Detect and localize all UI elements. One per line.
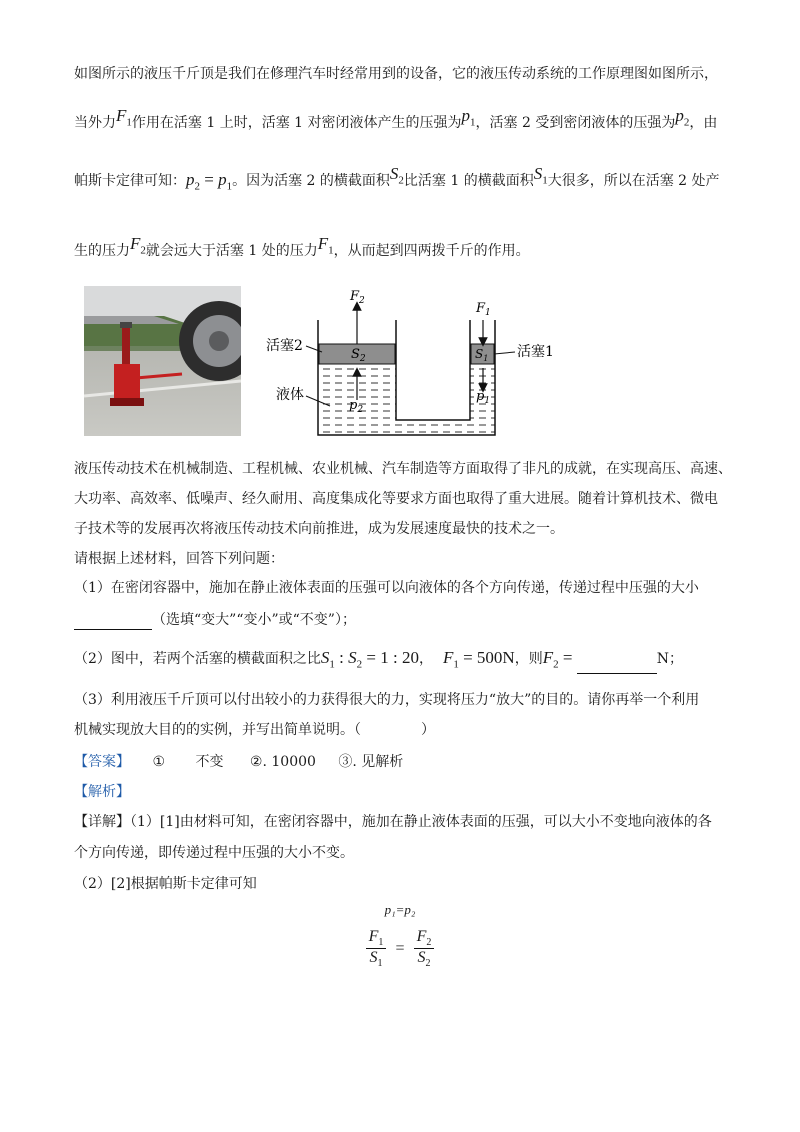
question-3-line-1: （3）利用液压千斤顶可以付出较小的力获得很大的力，实现将压力“放大”的目的。请你再举一个利用 <box>74 692 700 708</box>
body-line-4: 请根据上述材料，回答下列问题： <box>74 551 284 567</box>
detail-line-3: （2）[2]根据帕斯卡定律可知 <box>74 876 257 892</box>
label-piston1: 活塞1 <box>517 344 554 360</box>
symbol-F1: $F_1$ <box>116 106 132 129</box>
value-F1: $F_1 = 500N$ <box>442 648 515 671</box>
symbol-F1: $F_1$ <box>317 234 334 257</box>
ratio-S1-S2: $S_1$ : $S_2 = 1$ : 20 <box>320 648 419 671</box>
symbol-S2: $S_2$ <box>389 164 404 187</box>
car-jack-photo <box>84 286 241 436</box>
symbol-p1: $p_1$ <box>461 106 476 129</box>
equation-p1-eq-p2: p₁=p₂ <box>384 902 416 917</box>
hydraulic-diagram <box>262 282 572 442</box>
label-F1: $F_1$ <box>476 301 491 318</box>
detail-line-2: 个方向传递，即传递过程中压强的大小不变。 <box>74 845 354 861</box>
body-line-2: 大功率、高效率、低噪声、经久耐用、高度集成化等要求方面也取得了重大进展。随着计算机技术、微电 <box>74 491 718 507</box>
intro-line-2: 当外力$F_1$作用在活塞 1 上时，活塞 1 对密闭液体产生的压强为$p_1$，活塞 2 受到密闭液体的压强为$p_2$，由 <box>74 106 718 131</box>
body-line-3: 子技术等的发展再次将液压传动技术向前推进，成为发展速度最快的技术之一。 <box>74 521 564 537</box>
question-1-line-1: （1）在密闭容器中，施加在静止液体表面的压强可以向液体的各个方向传递，传递过程中压强的大小 <box>74 580 699 596</box>
answer-blank-1[interactable] <box>74 613 152 630</box>
analysis-tag: 【解析】 <box>74 784 130 800</box>
label-liquid: 液体 <box>276 387 304 403</box>
question-1-line-2: （选填“变大”“变小”或“不变”）； <box>74 610 356 630</box>
value-F2: $F_2$ = <box>542 648 577 671</box>
label-S2: $S_2$ <box>351 347 366 364</box>
question-2: （2）图中，若两个活塞的横截面积之比$S_1$ : $S_2 = 1$ : 20， $F_1 = 500N$，则$F_2 = N$； <box>74 648 683 674</box>
answer-blank-2[interactable] <box>577 657 657 674</box>
symbol-p2: $p_2$ <box>675 106 690 129</box>
symbol-F2: $F_2$ <box>130 234 146 257</box>
detail-line-1: 【详解】（1）[1]由材料可知，在密闭容器中，施加在静止液体表面的压强，可以大小不变地向液体的各 <box>74 814 712 830</box>
fraction-F2-S2: $\frac{F_2}{S_2}$ <box>414 928 435 969</box>
formula-p2-eq-p1: $p_2 = p_1$ <box>186 170 233 193</box>
label-piston2: 活塞2 <box>266 338 303 354</box>
label-p2: $p_2$ <box>349 398 364 415</box>
intro-line-3: 帕斯卡定律可知：$p_2 = p_1$。因为活塞 2 的横截面积$S_2$比活塞 1 的横截面积$S_1$大很多，所以在活塞 2 处产 <box>74 164 720 193</box>
answer-tag: 【答案】 <box>74 754 130 770</box>
fraction-F1-S1: $\frac{F_1}{S_1}$ <box>366 928 387 969</box>
symbol-S1: $S_1$ <box>533 164 548 187</box>
body-line-1: 液压传动技术在机械制造、工程机械、农业机械、汽车制造等方面取得了非凡的成就，在实现高压、高速、 <box>74 461 732 477</box>
intro-line-4: 生的压力$F_2$就会远大于活塞 1 处的压力$F_1$，从而起到四两拨千斤的作用。 <box>74 234 530 259</box>
label-S1: $S_1$ <box>475 347 489 363</box>
question-3-line-2: 机械实现放大目的的实例，并写出简单说明。（ ） <box>74 722 435 738</box>
intro-line-1: 如图所示的液压千斤顶是我们在修理汽车时经常用到的设备，它的液压传动系统的工作原理图如图所示， <box>74 66 718 82</box>
label-p1: $p_1$ <box>476 389 491 406</box>
label-F2: $F_2$ <box>350 289 365 306</box>
answer-line: 【答案】 ① 不变 ②. 10000 ③. 见解析 <box>74 754 404 770</box>
equation-fraction: $\frac{F_1}{S_1}$ = $\frac{F_2}{S_2}$ <box>0 928 800 969</box>
